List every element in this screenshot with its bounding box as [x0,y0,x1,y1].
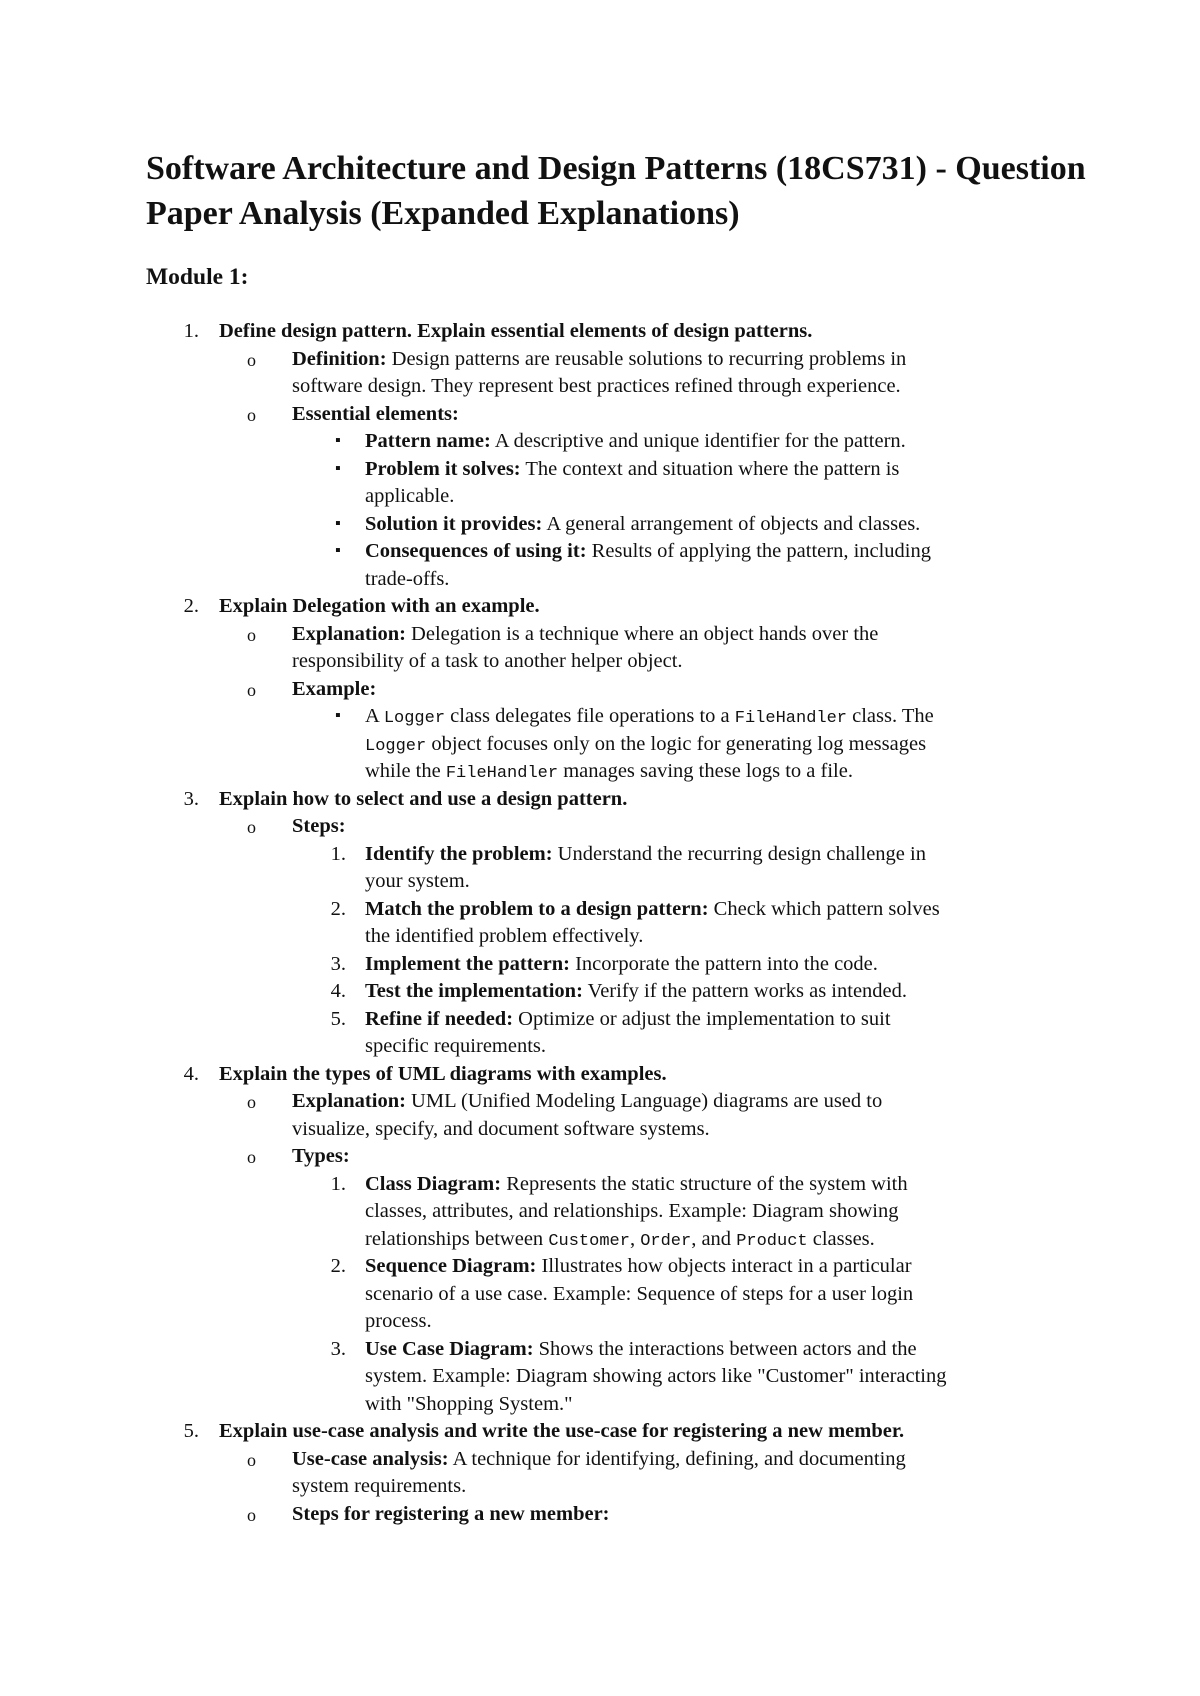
numbered-item-continuation: classes, attributes, and relationships. Example: Diagram showing [365,1200,899,1222]
bullet-item: ▪ Pattern name: A descriptive and unique identifier for the pattern. [0,428,1200,456]
code-product: Product [736,1231,808,1251]
sub-item [0,346,1200,374]
sub-item-label: Essential elements: [292,402,459,425]
numbered-item-continuation: process. [365,1310,432,1332]
sub-item: o Steps for registering a new member: [0,1501,1200,1529]
code-filehandler: FileHandler [445,764,559,783]
sub-item: o Steps: [0,813,1200,841]
code-logger: Logger [383,709,446,728]
question-number: 3. [183,787,199,810]
bullet-item: ▪ Problem it solves: The context and situation where the pattern is [0,456,1200,484]
circle-bullet-icon: o [247,817,256,837]
circle-bullet-icon: o [247,679,256,700]
circle-bullet-icon: o [247,1092,256,1112]
circle-bullet-icon: o [247,1504,256,1525]
question-text: Explain Delegation with an example. [219,595,540,617]
numbered-item-continuation: system. Example: Diagram showing actors like "Customer" interacting [365,1365,947,1387]
circle-bullet-icon: o [247,624,256,645]
question-text: Define design pattern. Explain essential elements of design patterns. [219,320,813,342]
numbered-item-continuation: scenario of a use case. Example: Sequence of steps for a user login [365,1282,914,1305]
question-item [0,318,1200,346]
circle-bullet-icon: o [247,349,256,370]
sub-item: o Explanation: Delegation is a technique where an object hands over the [0,621,1200,649]
code-order: Order [640,1231,692,1251]
sub-item: o Types: [0,1143,1200,1171]
code-customer: Customer [548,1231,630,1251]
question-item [0,593,1200,621]
sub-item [0,401,1200,429]
question-number: 5. [183,1420,199,1442]
circle-bullet-icon: o [247,404,256,425]
bullet-item: ▪ A Logger class delegates file operations to a FileHandler class. The [0,703,1200,731]
question-item [0,786,1200,814]
numbered-item-continuation: with "Shopping System." [365,1392,573,1415]
bullet-item-continuation: while the FileHandler manages saving these logs to a file. [365,760,853,783]
bullet-item-continuation: trade-offs. [365,567,450,590]
circle-bullet-icon: o [247,1147,256,1167]
numbered-item-continuation: relationships between Customer, Order, and Product classes. [365,1227,875,1251]
square-bullet-icon: ▪ [335,432,341,449]
question-number: 2. [183,595,199,617]
question-item [0,1061,1200,1089]
question-list [0,318,1200,1528]
question-item [0,1418,1200,1446]
numbered-item: 3. Use Case Diagram: Shows the interactions between actors and the [330,1337,917,1360]
bullet-item-continuation: applicable. [365,485,455,507]
numbered-item-continuation: your system. [365,870,470,892]
module-heading: Module 1: [146,264,249,290]
sub-item-continuation: visualize, specify, and document software systems. [292,1117,710,1140]
sub-item-text: Design patterns are reusable solutions to recurring problems in [386,347,907,370]
numbered-item-continuation: the identified problem effectively. [365,925,644,947]
bullet-item: ▪ Solution it provides: A general arrangement of objects and classes. [0,511,1200,539]
numbered-item: 5. Refine if needed: Optimize or adjust the implementation to suit [330,1007,891,1030]
question-text: Explain the types of UML diagrams with examples. [219,1062,667,1085]
numbered-item: 1. Identify the problem: Understand the recurring design challenge in [330,842,926,865]
circle-bullet-icon: o [247,1449,256,1470]
bullet-item: ▪ Consequences of using it: Results of applying the pattern, including [0,538,1200,566]
code-logger: Logger [365,736,427,756]
sub-item-continuation: responsibility of a task to another helper object. [292,650,683,672]
sub-item-continuation: software design. They represent best practices refined through experience. [292,375,901,397]
sub-item-continuation: system requirements. [292,1475,467,1497]
question-text: Explain how to select and use a design pattern. [219,787,628,810]
code-filehandler: FileHandler [734,709,847,728]
numbered-item: 2. Match the problem to a design pattern: Check which pattern solves [330,897,940,920]
question-text: Explain use-case analysis and write the use-case for registering a new member. [219,1420,905,1442]
sub-item: o Use-case analysis: A technique for identifying, defining, and documenting [0,1446,1200,1474]
numbered-item: 2. Sequence Diagram: Illustrates how objects interact in a particular [330,1255,912,1277]
question-number: 1. [183,320,199,342]
numbered-item-continuation: specific requirements. [365,1035,547,1057]
page-title: Software Architecture and Design Patterns (18CS731) - Question Paper Analysis (Expanded Explanations) [146,150,1086,232]
square-bullet-icon: ▪ [335,459,341,477]
sub-item-label: Definition: [292,347,387,370]
square-bullet-icon: ▪ [335,707,341,724]
numbered-item: 1. Class Diagram: Represents the static structure of the system with [330,1172,908,1195]
square-bullet-icon: ▪ [335,542,341,559]
question-number: 4. [183,1062,199,1085]
square-bullet-icon: ▪ [335,514,341,532]
sub-item: o Example: [0,676,1200,704]
numbered-item: 3. Implement the pattern: Incorporate the pattern into the code. [330,952,878,975]
bullet-item-continuation: Logger object focuses only on the logic for generating log messages [365,732,927,756]
numbered-item: 4. Test the implementation: Verify if the pattern works as intended. [330,980,908,1002]
sub-item: o Explanation: UML (Unified Modeling Language) diagrams are used to [0,1088,1200,1116]
